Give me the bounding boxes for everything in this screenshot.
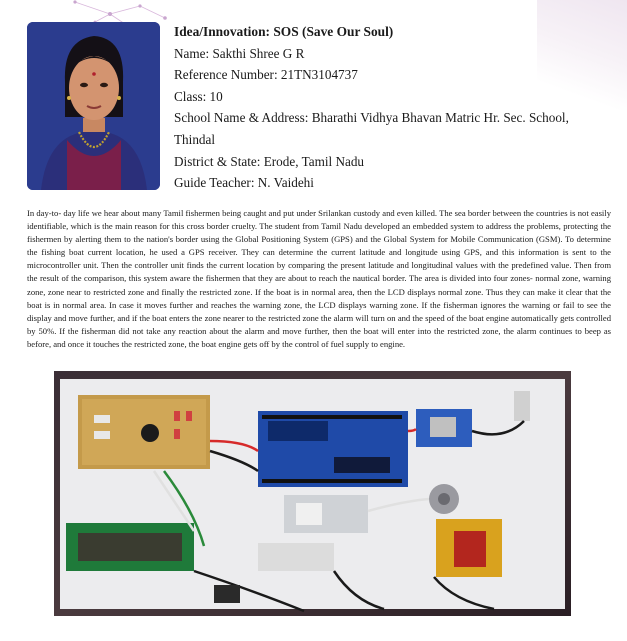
project-description: In day-to- day life we hear about many Tamil fishermen being caught and put under Srilankan custody and even killed. The sea border between the countries is not easily identifiable, which is the main reason for this cross border cruelty. The student from Tamil Nadu developed an embedded system to address the problems, protecting the fishermen by alerting them to the nation's border using the Global Positioning System (GPS) and the Global System for Mobile Communication (GSM). To determine the fishing boat current location, he used a GPS receiver. They can determine the current latitude and longitude using GPS, and this information is sent to the microcontroller unit. Then the controller unit finds the current location by comparing the present latitude and longitudinal values with the predefined value. Then from the result of the comparison, this system aware the fishermen that they are about to reach the nautical border. The area is divided into four zones- normal zone, warning zone, zone near to restricted zone and finally the restricted zone. If the boat is in normal area, then the LCD displays normal zone. Thus they can make it clear that the boat is in normal area. In case it moves further and reaches the warning zone, the LCD displays warning zone. If the fisherman ignores the warning or fail to see the display and move further, and if the boat enters the zone nearer to the restricted zone the alarm will turn on and the speed of the boat engine automatically gets controlled by 50%. If the fisherman did not take any reaction about the alarm and move further, then the boat will enter into the restricted zone, the alarm continues to beep as before, and once it touches the restricted zone, the boat engine gets off by the control of fuel supply to engine. bbox=[27, 208, 611, 349]
project-prototype-icon bbox=[54, 371, 571, 616]
guide-teacher: Guide Teacher: N. Vaidehi bbox=[174, 175, 314, 191]
idea-title: Idea/Innovation: SOS (Save Our Soul) bbox=[174, 24, 394, 39]
school-address-line1: School Name & Address: Bharathi Vidhya Bhavan Matric Hr. Sec. School, bbox=[174, 110, 569, 126]
project-photo bbox=[54, 371, 571, 616]
student-photo bbox=[27, 22, 160, 190]
student-name: Name: Sakthi Shree G R bbox=[174, 45, 305, 61]
profile-info bbox=[174, 21, 614, 194]
reference-number: Reference Number: 21TN3104737 bbox=[174, 67, 358, 83]
student-portrait-icon bbox=[27, 22, 160, 190]
district-state: District & State: Erode, Tamil Nadu bbox=[174, 153, 365, 169]
school-address-line2: Thindal bbox=[174, 131, 216, 147]
class-label: Class: 10 bbox=[174, 88, 223, 104]
